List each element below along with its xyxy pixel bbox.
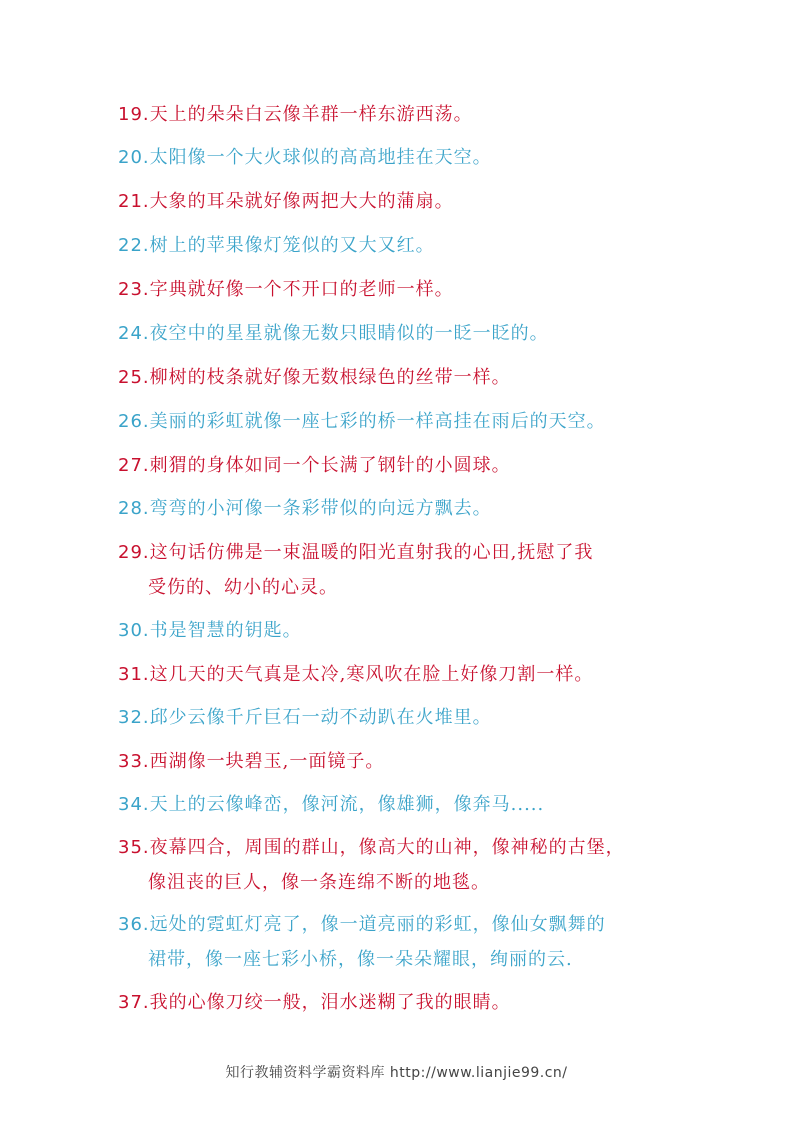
- item-text: 柳树的枝条就好像无数根绿色的丝带一样。: [149, 367, 511, 388]
- item-number: 29.: [118, 542, 150, 563]
- item-text: 弯弯的小河像一条彩带似的向远方飘去。: [149, 498, 492, 519]
- item-text: 这几天的天气真是太冷,寒风吹在脸上好像刀割一样。: [149, 664, 594, 685]
- item-number: 23.: [118, 279, 150, 300]
- item-text: 天上的云像峰峦，像河流，像雄狮，像奔马.....: [149, 794, 545, 815]
- item-number: 36.: [118, 914, 150, 935]
- item-number: 27.: [118, 455, 150, 476]
- list-item: [118, 535, 678, 605]
- item-text: 夜空中的星星就像无数只眼睛似的一眨一眨的。: [149, 323, 549, 344]
- item-number: 31.: [118, 664, 150, 685]
- item-number: 33.: [118, 751, 150, 772]
- item-text: 我的心像刀绞一般，泪水迷糊了我的眼睛。: [149, 992, 511, 1013]
- list-item: [118, 316, 678, 351]
- list-item: [118, 907, 678, 977]
- list-item: [118, 657, 678, 692]
- item-text: 美丽的彩虹就像一座七彩的桥一样高挂在雨后的天空。: [149, 411, 606, 432]
- item-number: 20.: [118, 147, 150, 168]
- item-text: 远处的霓虹灯亮了，像一道亮丽的彩虹，像仙女飘舞的: [149, 914, 606, 935]
- item-text: 夜幕四合，周围的群山，像高大的山神，像神秘的古堡，: [149, 837, 625, 858]
- item-number: 30.: [118, 620, 150, 641]
- item-text-continued: 像沮丧的巨人，像一条连绵不断的地毯。: [148, 872, 490, 893]
- item-number: 24.: [118, 323, 150, 344]
- list-item: [118, 787, 678, 822]
- item-text: 大象的耳朵就好像两把大大的蒲扇。: [149, 191, 454, 212]
- item-number: 19.: [118, 104, 150, 125]
- item-text: 刺猬的身体如同一个长满了钢针的小圆球。: [149, 455, 511, 476]
- item-number: 34.: [118, 794, 150, 815]
- list-item: [118, 228, 678, 263]
- list-item: [118, 985, 678, 1020]
- item-number: 32.: [118, 707, 150, 728]
- item-text: 太阳像一个大火球似的高高地挂在天空。: [149, 147, 492, 168]
- list-item: [118, 404, 678, 439]
- item-text: 字典就好像一个不开口的老师一样。: [149, 279, 454, 300]
- list-item: [118, 613, 678, 648]
- item-text: 天上的朵朵白云像羊群一样东游西荡。: [149, 104, 473, 125]
- list-item: [118, 830, 678, 900]
- item-text-continued: 裙带，像一座七彩小桥，像一朵朵耀眼，绚丽的云.: [148, 949, 573, 970]
- list-item: [118, 491, 678, 526]
- list-item: [118, 700, 678, 735]
- item-text: 西湖像一块碧玉,一面镜子。: [149, 751, 385, 772]
- item-text: 邱少云像千斤巨石一动不动趴在火堆里。: [149, 707, 492, 728]
- footer-watermark: 知行教辅资料学霸资料库 http://www.lianjie99.cn/: [225, 1065, 568, 1081]
- item-text-continued: 受伤的、幼小的心灵。: [148, 577, 338, 598]
- item-number: 22.: [118, 235, 150, 256]
- item-text: 书是智慧的钥匙。: [149, 620, 302, 641]
- item-number: 26.: [118, 411, 150, 432]
- item-number: 28.: [118, 498, 150, 519]
- list-item: [118, 140, 678, 175]
- item-number: 21.: [118, 191, 150, 212]
- list-item: [118, 448, 678, 483]
- list-item: [118, 360, 678, 395]
- item-number: 37.: [118, 992, 150, 1013]
- list-item: [118, 744, 678, 779]
- list-item: [118, 97, 678, 132]
- item-text: 这句话仿佛是一束温暖的阳光直射我的心田,抚慰了我: [149, 542, 594, 563]
- list-item: [118, 184, 678, 219]
- item-text: 树上的苹果像灯笼似的又大又红。: [149, 235, 435, 256]
- item-number: 25.: [118, 367, 150, 388]
- list-item: [118, 272, 678, 307]
- item-number: 35.: [118, 837, 150, 858]
